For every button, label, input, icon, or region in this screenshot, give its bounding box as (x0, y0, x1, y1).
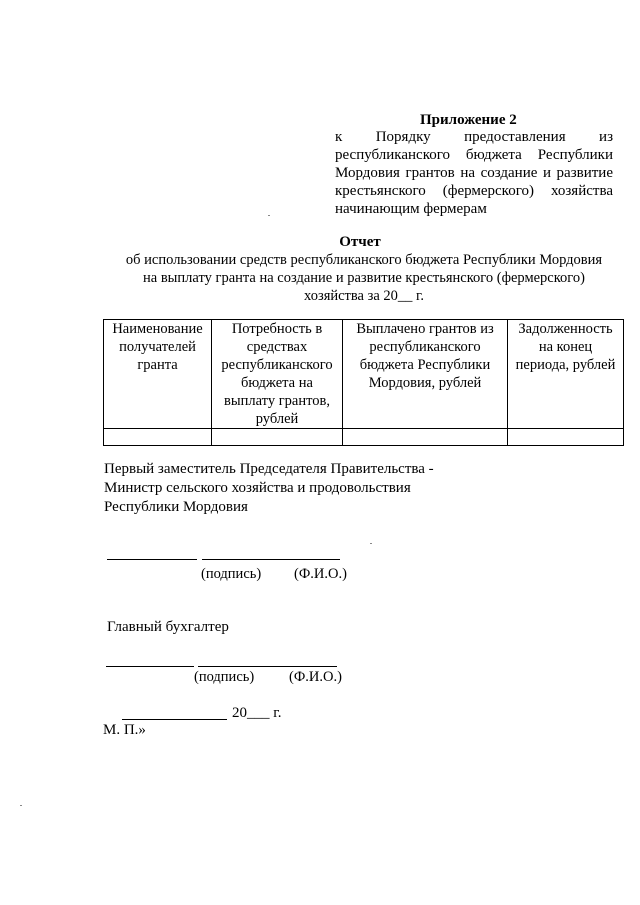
column-header-paid: Выплачено грантов из республиканского бюджета Республики Мордовия, рублей (343, 320, 508, 429)
report-subtitle-line: на выплату гранта на создание и развитие крестьянского (фермерского) (143, 270, 585, 286)
accountant-signature-caption: (подпись) (194, 669, 255, 685)
signatory-line: Первый заместитель Председателя Правительства - (104, 461, 434, 477)
scan-speck (268, 215, 270, 216)
accountant-name-caption: (Ф.И.О.) (289, 669, 342, 685)
signature-line[interactable] (107, 559, 197, 560)
appendix-title: Приложение 2 (420, 112, 517, 128)
table-row (104, 429, 624, 446)
name-caption: (Ф.И.О.) (294, 566, 347, 582)
column-header-need: Потребность в средствах республиканского бюджета на выплату грантов, рублей (212, 320, 343, 429)
stamp-label: М. П.» (103, 722, 146, 738)
signature-caption: (подпись) (201, 566, 262, 582)
table-cell[interactable] (343, 429, 508, 446)
column-header-debt: Задолженность на конец периода, рублей (508, 320, 624, 429)
report-title: Отчет (339, 234, 381, 250)
scan-speck (20, 805, 22, 806)
table-cell[interactable] (104, 429, 212, 446)
signatory-block (104, 460, 434, 517)
accountant-title: Главный бухгалтер (107, 619, 229, 635)
signatory-line: Министр сельского хозяйства и продовольствия (104, 480, 411, 496)
report-table (103, 319, 624, 446)
accountant-name-line[interactable] (198, 666, 337, 667)
signatory-line: Республики Мордовия (104, 499, 248, 515)
table-header-row (104, 320, 624, 429)
date-line: 20___ г. (232, 705, 282, 721)
report-subtitle (96, 251, 632, 305)
table-cell[interactable] (508, 429, 624, 446)
name-line[interactable] (202, 559, 340, 560)
table-cell[interactable] (212, 429, 343, 446)
report-subtitle-line: хозяйства за 20__ г. (304, 288, 424, 304)
scan-speck (370, 543, 372, 544)
accountant-signature-line[interactable] (106, 666, 194, 667)
column-header-recipients: Наименование получателей гранта (104, 320, 212, 429)
report-subtitle-line: об использовании средств республиканского бюджета Республики Мордовия (125, 252, 603, 268)
date-blank-line[interactable] (122, 719, 227, 720)
appendix-body: к Порядку предоставления из республиканского бюджета Республики Мордовия грантов на создание и развитие крестьянского (фермерского) хозяйства начинающим фермерам (335, 129, 613, 217)
